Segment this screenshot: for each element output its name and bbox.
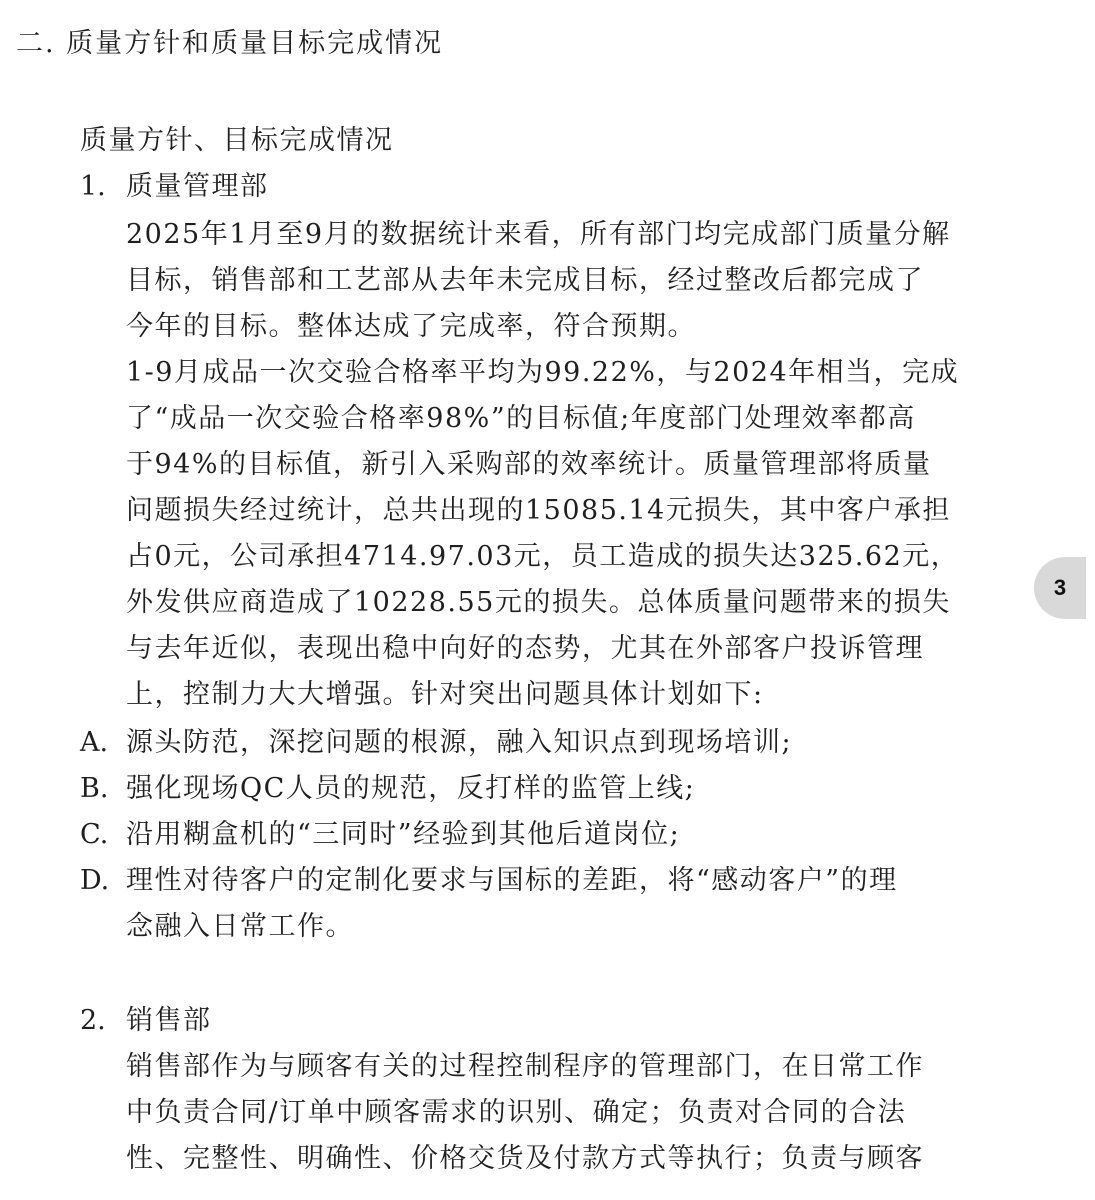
plan-label: B. bbox=[80, 773, 109, 804]
plan-label: C. bbox=[80, 819, 109, 850]
item-number: 2. bbox=[80, 1005, 106, 1036]
paragraph-line: 上，控制力大大增强。针对突出问题具体计划如下: bbox=[126, 679, 764, 710]
paragraph-line: 1-9月成品一次交验合格率平均为99.22%，与2024年相当，完成 bbox=[126, 357, 960, 388]
plan-text: 念融入日常工作。 bbox=[126, 911, 354, 942]
plan-text: 强化现场QC人员的规范，反打样的监管上线; bbox=[126, 773, 696, 804]
paragraph-line: 占0元，公司承担4714.97.03元，员工造成的损失达325.62元， bbox=[126, 541, 960, 572]
subheading: 质量方针、目标完成情况 bbox=[80, 125, 394, 156]
paragraph-line: 外发供应商造成了10228.55元的损失。总体质量问题带来的损失 bbox=[126, 587, 951, 618]
paragraph-line: 了“成品一次交验合格率98%”的目标值;年度部门处理效率都高 bbox=[126, 403, 916, 434]
paragraph-line: 销售部作为与顾客有关的过程控制程序的管理部门，在日常工作 bbox=[126, 1051, 924, 1082]
page-number-badge bbox=[1034, 557, 1086, 619]
paragraph-line: 目标，销售部和工艺部从去年未完成目标，经过整改后都完成了 bbox=[126, 265, 924, 296]
paragraph-line: 中负责合同/订单中顾客需求的识别、确定；负责对合同的合法 bbox=[126, 1097, 907, 1128]
plan-text: 源头防范，深挖问题的根源，融入知识点到现场培训; bbox=[126, 727, 793, 758]
plan-text: 沿用糊盒机的“三同时”经验到其他后道岗位; bbox=[126, 819, 681, 850]
paragraph-line: 2025年1月至9月的数据统计来看，所有部门均完成部门质量分解 bbox=[126, 219, 951, 250]
item-title: 质量管理部 bbox=[126, 171, 269, 202]
section-heading: 二. 质量方针和质量目标完成情况 bbox=[16, 28, 444, 59]
page-number: 3 bbox=[1053, 575, 1067, 600]
plan-label: A. bbox=[80, 727, 109, 758]
paragraph-line: 于94%的目标值，新引入采购部的效率统计。质量管理部将质量 bbox=[126, 449, 932, 480]
paragraph-line: 今年的目标。整体达成了完成率，符合预期。 bbox=[126, 311, 696, 342]
plan-label: D. bbox=[80, 865, 110, 896]
plan-text: 理性对待客户的定制化要求与国标的差距，将“感动客户”的理 bbox=[126, 865, 898, 896]
paragraph-line: 与去年近似，表现出稳中向好的态势，尤其在外部客户投诉管理 bbox=[126, 633, 924, 664]
item-title: 销售部 bbox=[126, 1005, 212, 1036]
item-number: 1. bbox=[80, 171, 106, 202]
paragraph-line: 问题损失经过统计，总共出现的15085.14元损失，其中客户承担 bbox=[126, 495, 951, 526]
paragraph-line: 性、完整性、明确性、价格交货及付款方式等执行；负责与顾客 bbox=[126, 1143, 924, 1174]
